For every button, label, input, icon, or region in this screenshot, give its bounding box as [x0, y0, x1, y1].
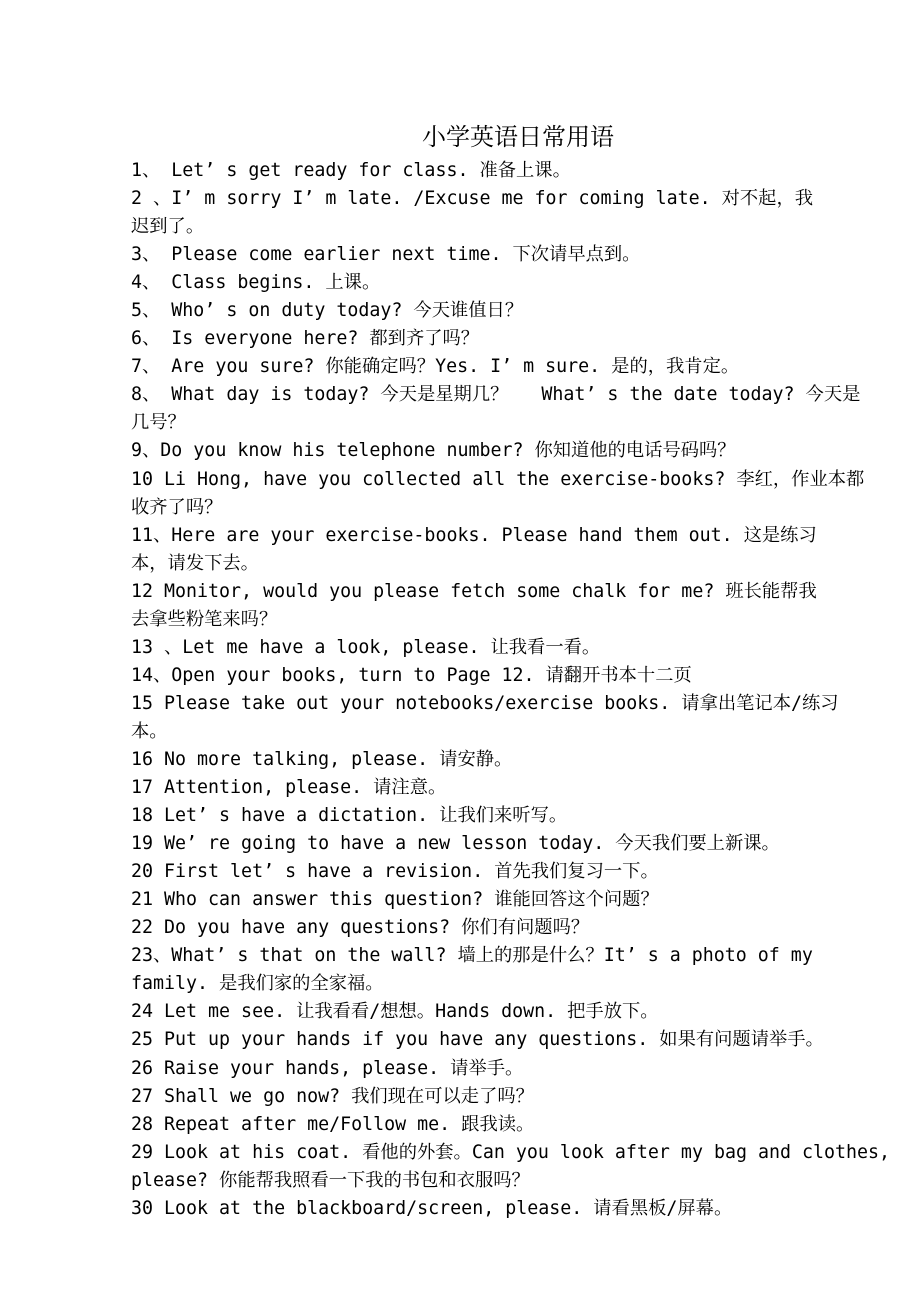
text-line: 本，请发下去。: [131, 552, 259, 574]
text-line: 28 Repeat after me/Follow me. 跟我读。: [131, 1113, 535, 1135]
text-line: 5、 Who’ s on duty today? 今天谁值日？: [131, 300, 524, 322]
text-line: 13 、Let me have a look, please. 让我看一看。: [131, 636, 601, 658]
text-line: 15 Please take out your notebooks/exercise books. 请拿出笔记本/练习: [131, 692, 839, 714]
text-line: 迟到了。: [131, 216, 205, 238]
text-line: 收齐了吗？: [131, 496, 223, 518]
text-line: 16 No more talking, please. 请安静。: [131, 748, 513, 770]
text-line: 29 Look at his coat. 看他的外套。Can you look after my bag and clothes,: [131, 1141, 891, 1163]
text-line: 19 We’ re going to have a new lesson today. 今天我们要上新课。: [131, 833, 780, 855]
text-line: 3、 Please come earlier next time. 下次请早点到。: [131, 244, 641, 266]
text-line: 20 First let’ s have a revision. 首先我们复习一下。: [131, 861, 659, 883]
text-line: 21 Who can answer this question? 谁能回答这个问题？: [131, 889, 659, 911]
text-line: 26 Raise your hands, please. 请举手。: [131, 1057, 524, 1079]
text-line: 几号？: [131, 412, 186, 434]
text-line: 23、What’ s that on the wall? 墙上的那是什么？It’ s a photo of my: [131, 945, 813, 967]
text-line: 去拿些粉笔来吗？: [131, 608, 278, 630]
text-line: 2 、I’ m sorry I’ m late. /Excuse me for coming late. 对不起，我: [131, 188, 814, 210]
text-line: 本。: [131, 720, 168, 742]
text-line: please? 你能帮我照看一下我的书包和衣服吗？: [131, 1169, 530, 1191]
text-line: 24 Let me see. 让我看看/想想。Hands down. 把手放下。: [131, 1001, 659, 1023]
text-line: 10 Li Hong, have you collected all the exercise-books? 李红，作业本都: [131, 468, 865, 490]
text-line: 7、 Are you sure? 你能确定吗？Yes. I’ m sure. 是的，我肯定。: [131, 356, 740, 378]
text-line: 27 Shall we go now? 我们现在可以走了吗？: [131, 1085, 534, 1107]
text-line: 22 Do you have any questions? 你们有问题吗？: [131, 917, 590, 939]
text-line: family. 是我们家的全家福。: [131, 973, 384, 995]
text-line: 30 Look at the blackboard/screen, please. 请看黑板/屏幕。: [131, 1197, 733, 1219]
text-line: 25 Put up your hands if you have any questions. 如果有问题请举手。: [131, 1029, 824, 1051]
phrase-list: [131, 157, 891, 1223]
text-line: 9、Do you know his telephone number? 你知道他的电话号码吗？: [131, 440, 736, 462]
text-line: 17 Attention, please. 请注意。: [131, 777, 447, 799]
text-line: 11、Here are your exercise-books. Please hand them out. 这是练习: [131, 524, 817, 546]
text-line: 14、Open your books, turn to Page 12. 请翻开书本十二页: [131, 664, 692, 686]
document-title: 小学英语日常用语: [422, 123, 614, 151]
text-line: 1、 Let’ s get ready for class. 准备上课。: [131, 160, 571, 181]
text-line: 6、 Is everyone here? 都到齐了吗？: [131, 328, 480, 350]
text-line: 8、 What day is today? 今天是星期几？ What’ s the date today? 今天是: [131, 384, 861, 406]
text-line: 4、 Class begins. 上课。: [131, 272, 381, 294]
text-line: 12 Monitor, would you please fetch some chalk for me? 班长能帮我: [131, 580, 817, 602]
text-line: 18 Let’ s have a dictation. 让我们来听写。: [131, 805, 568, 827]
